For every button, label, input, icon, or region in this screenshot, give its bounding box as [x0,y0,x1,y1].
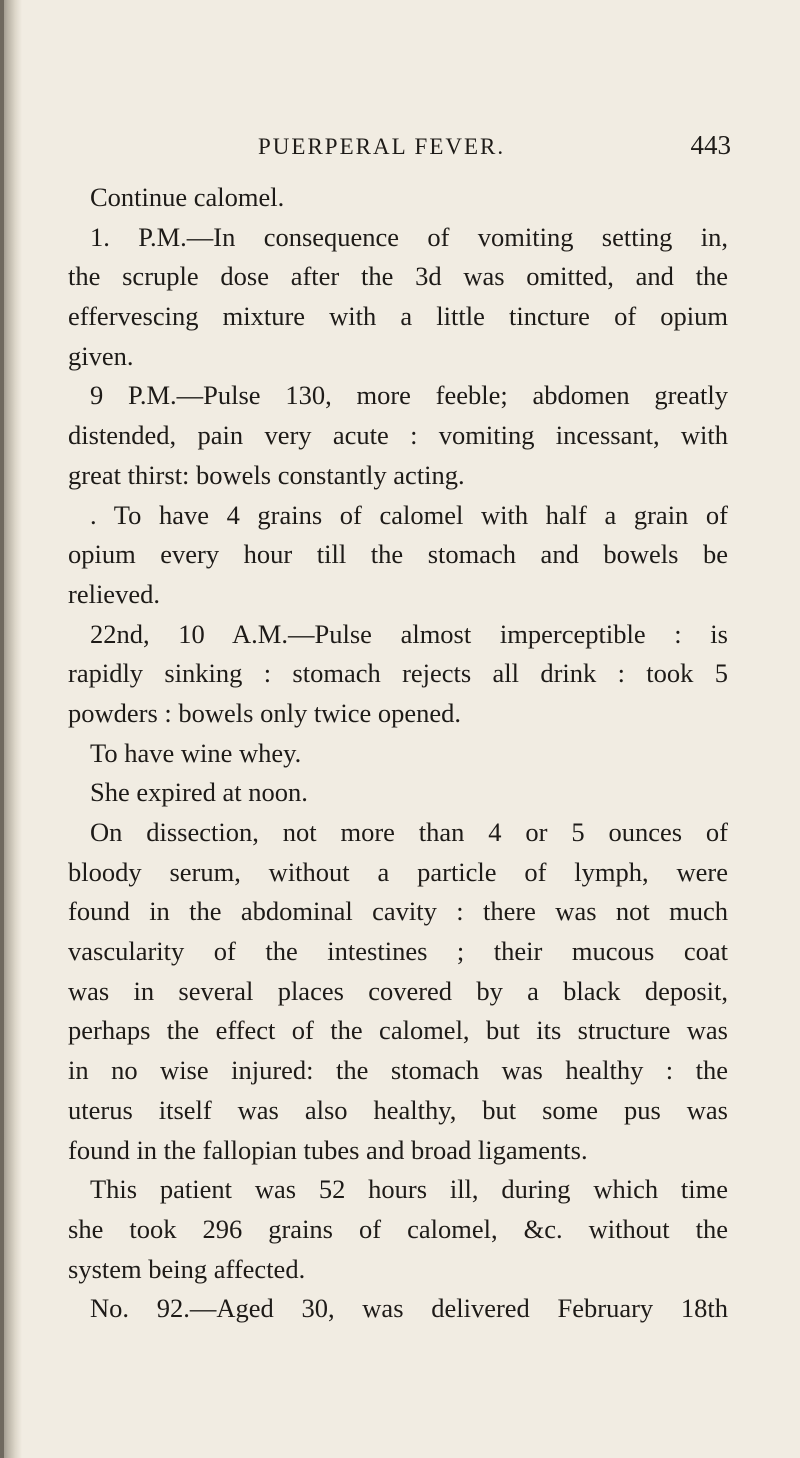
page-binding-edge [0,0,4,1458]
text-line: On dissection, not more than 4 or 5 ounces of [90,817,728,847]
text-line: was in several places covered by a black deposit, [68,975,728,1006]
text-line: relieved. [68,578,160,609]
text-line: perhaps the effect of the calomel, but its structure was [68,1015,728,1046]
text-line: bloody serum, without a particle of lymph, were [68,856,728,887]
text-line: opium every hour till the stomach and bowels be [68,539,728,570]
text-line: 22nd, 10 A.M.—Pulse almost imperceptible : is [90,618,728,649]
text-line: No. 92.—Aged 30, was delivered February 18th [90,1293,728,1324]
text-line: in no wise injured: the stomach was healthy : the [68,1055,728,1086]
text-line: uterus itself was also healthy, but some pus was [68,1094,728,1125]
page-number: 443 [690,130,731,160]
text-line: powders : bowels only twice opened. [68,697,461,728]
book-page [68,130,731,1329]
text-line: Continue calomel. [90,182,285,212]
text-line: 1. P.M.—In consequence of vomiting setting in, [90,221,728,252]
text-line: given. [68,340,134,371]
text-line: rapidly sinking : stomach rejects all drink : took 5 [68,658,728,689]
text-line: found in the fallopian tubes and broad ligaments. [68,1134,588,1165]
text-line: she took 296 grains of calomel, &c. without the [68,1213,728,1244]
text-line: system being affected. [68,1253,306,1284]
text-line: This patient was 52 hours ill, during which time [90,1174,728,1205]
running-head [68,130,731,170]
text-line: the scruple dose after the 3d was omitted, and the [68,261,728,292]
text-line: She expired at noon. [90,777,308,808]
text-line: found in the abdominal cavity : there was not much [68,896,728,927]
text-line: 9 P.M.—Pulse 130, more feeble; abdomen greatly [90,380,728,411]
text-line: To have wine whey. [90,737,302,768]
text-line: distended, pain very acute : vomiting incessant, with [68,420,728,451]
text-line: vascularity of the intestines ; their mucous coat [68,936,728,967]
running-title: PUERPERAL FEVER. [258,134,506,159]
text-line: . To have 4 grains of calomel with half a grain of [90,499,728,530]
text-body [68,178,728,1329]
text-line: effervescing mixture with a little tincture of opium [68,301,728,332]
text-line: great thirst: bowels constantly acting. [68,459,465,490]
